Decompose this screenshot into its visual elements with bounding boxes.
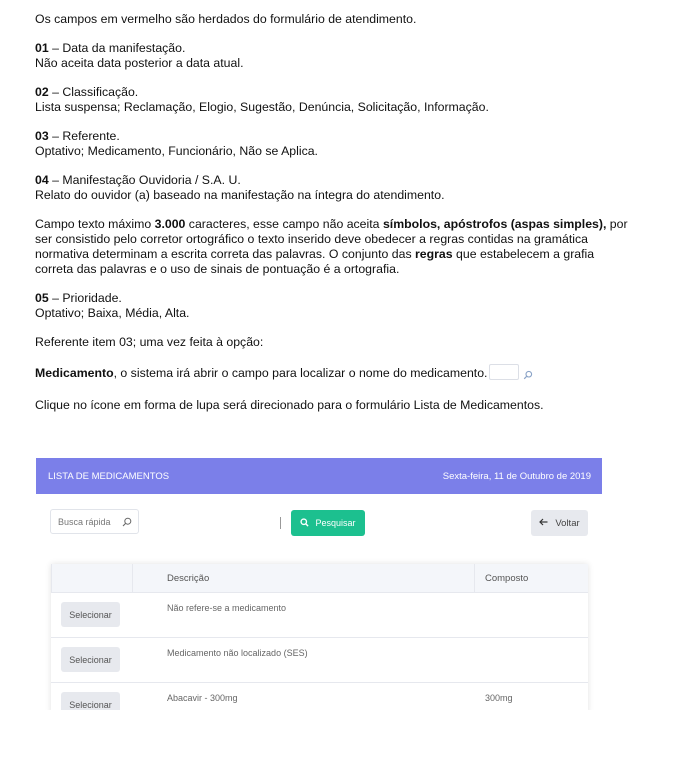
item-05 [35, 291, 635, 321]
intro-text: Os campos em vermelho são herdados do formulário de atendimento. [35, 12, 417, 26]
medicamento-text: , o sistema irá abrir o campo para localizar o nome do medicamento. [113, 366, 488, 380]
selecionar-button[interactable]: Selecionar [61, 647, 120, 672]
table-row [51, 638, 588, 683]
item-01-title: – Data da manifestação. [48, 41, 186, 55]
campo-bold-3: regras [415, 247, 453, 261]
search-icon[interactable] [122, 517, 132, 527]
row-descricao: Não refere-se a medicamento [167, 603, 287, 613]
row-composto: 300mg [485, 693, 513, 703]
column-divider [132, 564, 133, 592]
screen-title: LISTA DE MEDICAMENTOS [48, 470, 170, 482]
item-03-number: 03 [35, 129, 49, 143]
row-descricao: Medicamento não localizado (SES) [167, 648, 308, 658]
table-row [51, 683, 588, 710]
selecionar-button[interactable]: Selecionar [61, 602, 120, 627]
item-04-title: – Manifestação Ouvidoria / S.A. U. [48, 173, 241, 187]
column-header-composto: Composto [485, 573, 529, 584]
item-04-number: 04 [35, 173, 49, 187]
table-header [51, 564, 588, 593]
item-05-desc: Optativo; Baixa, Média, Alta. [35, 306, 190, 320]
arrow-left-icon [539, 518, 548, 529]
item-03-desc: Optativo; Medicamento, Funcionário, Não se Aplica. [35, 144, 318, 158]
item-05-title: – Prioridade. [48, 291, 122, 305]
campo-texto-paragraph [35, 217, 635, 277]
item-05-number: 05 [35, 291, 49, 305]
screen-date: Sexta-feira, 11 de Outubro de 2019 [442, 470, 591, 482]
quick-search-placeholder: Busca rápida [58, 516, 111, 527]
medicamento-bold: Medicamento [35, 366, 114, 380]
toolbar-divider [280, 517, 281, 529]
lista-medicamentos-screenshot [36, 458, 602, 710]
clique-text: Clique no ícone em forma de lupa será direcionado para o formulário Lista de Medicamentos. [35, 398, 544, 412]
campo-bold-1: 3.000 [154, 217, 186, 231]
campo-text-2: caracteres, esse campo não aceita [185, 217, 383, 231]
medicamento-paragraph [35, 364, 635, 384]
voltar-label: Voltar [555, 517, 580, 529]
campo-bold-2: símbolos, apóstrofos (aspas simples), [382, 217, 607, 231]
item-04 [35, 173, 635, 203]
item-01-desc: Não aceita data posterior a data atual. [35, 56, 244, 70]
campo-text-1: Campo texto máximo [35, 217, 155, 231]
item-03-title: – Referente. [48, 129, 120, 143]
campo-text-3: por ser consistido pelo corretor ortográfico o texto inserido deve obedecer a regras contidas na gramática normativa determinam a escrita correta das palavras. O conjunto das [35, 217, 628, 261]
search-icon[interactable] [523, 369, 533, 384]
item-03 [35, 129, 635, 159]
item-04-desc: Relato do ouvidor (a) baseado na manifestação na íntegra do atendimento. [35, 188, 445, 202]
pesquisar-label: Pesquisar [315, 518, 356, 528]
item-02-number: 02 [35, 85, 49, 99]
row-descricao: Abacavir - 300mg [167, 693, 238, 703]
search-icon [300, 518, 309, 529]
item-01-number: 01 [35, 41, 49, 55]
item-02-desc: Lista suspensa; Reclamação, Elogio, Sugestão, Denúncia, Solicitação, Informação. [35, 100, 489, 114]
voltar-button[interactable] [531, 510, 588, 536]
column-header-descricao: Descrição [167, 573, 210, 584]
medicamento-input[interactable] [489, 364, 519, 380]
selecionar-button[interactable]: Selecionar [61, 692, 120, 710]
referente-text: Referente item 03; uma vez feita à opção: [35, 335, 264, 349]
campo-text-4: que estabelecem a grafia correta das palavras e o uso de sinais de pontuação é a ortografia. [35, 247, 595, 276]
table-row [51, 593, 588, 638]
quick-search-input[interactable] [50, 509, 139, 534]
item-02 [35, 85, 635, 115]
pesquisar-button[interactable] [291, 510, 365, 536]
screen-header [36, 458, 602, 494]
document-text [35, 12, 635, 427]
column-divider [474, 564, 475, 592]
item-01 [35, 41, 635, 71]
medicamentos-table [51, 564, 588, 710]
item-02-title: – Classificação. [48, 85, 139, 99]
column-divider [51, 564, 52, 592]
